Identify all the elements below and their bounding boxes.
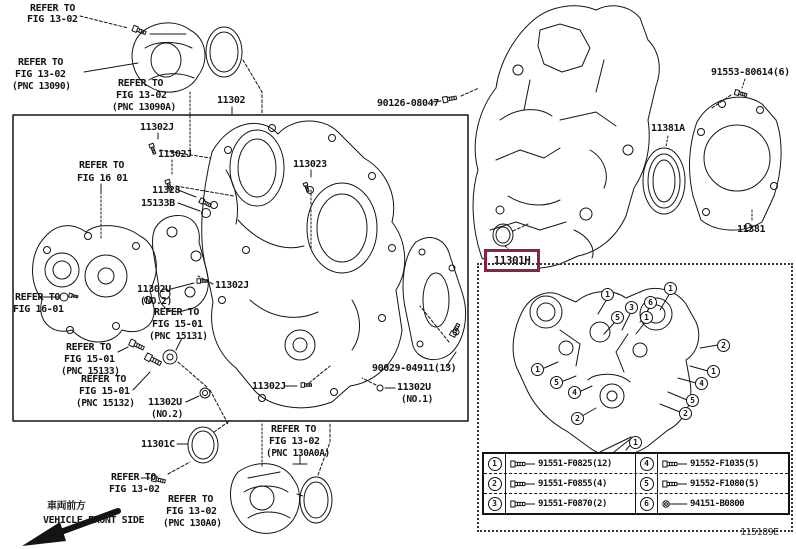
ref-note-line: REFER TO [15, 292, 60, 303]
ref-note-line: FIG 15-01 [79, 386, 130, 397]
fastener-part-cell[interactable]: 91551-F0870(2) [506, 494, 636, 513]
part-label-no2: (NO.2) [151, 409, 183, 420]
ref-note-line: REFER TO [79, 160, 124, 171]
fastener-part-cell[interactable]: 91551-F0825(12) [506, 454, 636, 473]
ref-note-line: (PNC 13090) [12, 81, 71, 92]
ref-note-line: (PNC 15131) [149, 331, 208, 342]
ref-note-line: FIG 13-02 [15, 69, 66, 80]
fastener-part-cell[interactable]: 94151-B0800 [658, 494, 788, 513]
bolt-icon [662, 480, 688, 488]
part-label-11302J[interactable]: 11302J [252, 381, 286, 392]
ref-note-line: FIG 16-01 [13, 304, 64, 315]
callout-circle: 1 [640, 311, 653, 324]
callout-circle: 4 [695, 377, 708, 390]
bolt-icon [510, 460, 536, 468]
ref-note-line: REFER TO [118, 78, 163, 89]
callout-circle: 5 [550, 376, 563, 389]
part-label-no2: (NO.2) [140, 296, 172, 307]
part-label-90029-04911[interactable]: 90029-04911(13) [372, 363, 457, 374]
ref-note-line: (PNC 15132) [76, 398, 135, 409]
ref-note-line: FIG 15-01 [64, 354, 115, 365]
callout-circle: 5 [611, 311, 624, 324]
ref-note-line: FIG 13-02 [109, 484, 160, 495]
part-label-11328[interactable]: 11328 [152, 185, 181, 196]
part-label-11301H: 11301H [493, 254, 531, 267]
vehicle-front-label-en: VEHICLE FRONT SIDE [43, 515, 145, 526]
callout-circle: 1 [707, 365, 720, 378]
fastener-part-cell[interactable]: 91552-F1080(5) [658, 474, 788, 493]
ref-note-line: FIG 13-02 [269, 436, 320, 447]
callout-circle: 5 [686, 394, 699, 407]
part-label-11302U[interactable]: 11302U [148, 397, 182, 408]
callout-circle: 1 [629, 436, 642, 449]
ref-note-line: REFER TO [30, 3, 75, 14]
part-label-11302U[interactable]: 11302U [137, 284, 171, 295]
callout-number: 4 [640, 457, 654, 471]
figure-code: 115189E [740, 527, 779, 538]
ref-note-line: REFER TO [66, 342, 111, 353]
ref-note-line: REFER TO [111, 472, 156, 483]
ref-note-line: FIG 16 01 [77, 173, 128, 184]
callout-circle: 2 [717, 339, 730, 352]
vehicle-front-label-jp: 車両前方 [47, 501, 86, 512]
bolt-icon [510, 480, 536, 488]
nut-icon [662, 500, 688, 508]
part-label-91553-80614[interactable]: 91553-80614(6) [711, 67, 790, 78]
part-label-113023[interactable]: 113023 [293, 159, 327, 170]
callout-number: 6 [640, 497, 654, 511]
part-label-11302U[interactable]: 11302U [397, 382, 431, 393]
part-label-11302[interactable]: 11302 [217, 95, 246, 106]
callout-number: 3 [488, 497, 502, 511]
part-label-11301C[interactable]: 11301C [141, 439, 175, 450]
ref-note-line: REFER TO [168, 494, 213, 505]
ref-note-line: REFER TO [18, 57, 63, 68]
callout-circle: 4 [568, 386, 581, 399]
ref-note-line: (PNC 130A0) [163, 518, 222, 529]
part-label-11302J[interactable]: 11302J [140, 122, 174, 133]
part-label-15133B[interactable]: 15133B [141, 198, 175, 209]
callout-circle: 1 [531, 363, 544, 376]
ref-note-line: FIG 15-01 [152, 319, 203, 330]
ref-note-line: REFER TO [81, 374, 126, 385]
part-label-11381[interactable]: 11381 [737, 224, 766, 235]
fastener-table-row [484, 454, 788, 473]
fastener-table-row [484, 493, 788, 513]
ref-note-line: (PNC 13090A) [112, 102, 176, 113]
callout-circle: 3 [625, 301, 638, 314]
callout-number: 5 [640, 477, 654, 491]
ref-note-line: FIG 13-02 [27, 14, 78, 25]
bolt-icon [662, 460, 688, 468]
fastener-table-row [484, 473, 788, 493]
callout-number: 2 [488, 477, 502, 491]
callout-circle: 1 [664, 282, 677, 295]
callout-circle: 2 [571, 412, 584, 425]
ref-note-line: FIG 13-02 [116, 90, 167, 101]
part-label-no1: (NO.1) [401, 394, 433, 405]
callout-circle: 1 [601, 288, 614, 301]
callout-number: 1 [488, 457, 502, 471]
ref-note-line: REFER TO [271, 424, 316, 435]
callout-circle: 6 [644, 296, 657, 309]
ref-note-line: (PNC 130A0A) [266, 448, 330, 459]
part-label-11302J[interactable]: 11302J [215, 280, 249, 291]
fastener-table [482, 452, 790, 515]
ref-note-line: FIG 13-02 [166, 506, 217, 517]
bolt-icon [510, 500, 536, 508]
part-label-11381A[interactable]: 11381A [651, 123, 685, 134]
callout-circle: 2 [679, 407, 692, 420]
part-label-11302J[interactable]: 11302J [158, 149, 192, 160]
fastener-part-cell[interactable]: 91551-F0855(4) [506, 474, 636, 493]
ref-note-line: (PNC 15133) [61, 366, 120, 377]
fastener-part-cell[interactable]: 91552-F1035(5) [658, 454, 788, 473]
ref-note-line: REFER TO [154, 307, 199, 318]
part-label-90126-08047[interactable]: 90126-08047 [377, 98, 439, 109]
